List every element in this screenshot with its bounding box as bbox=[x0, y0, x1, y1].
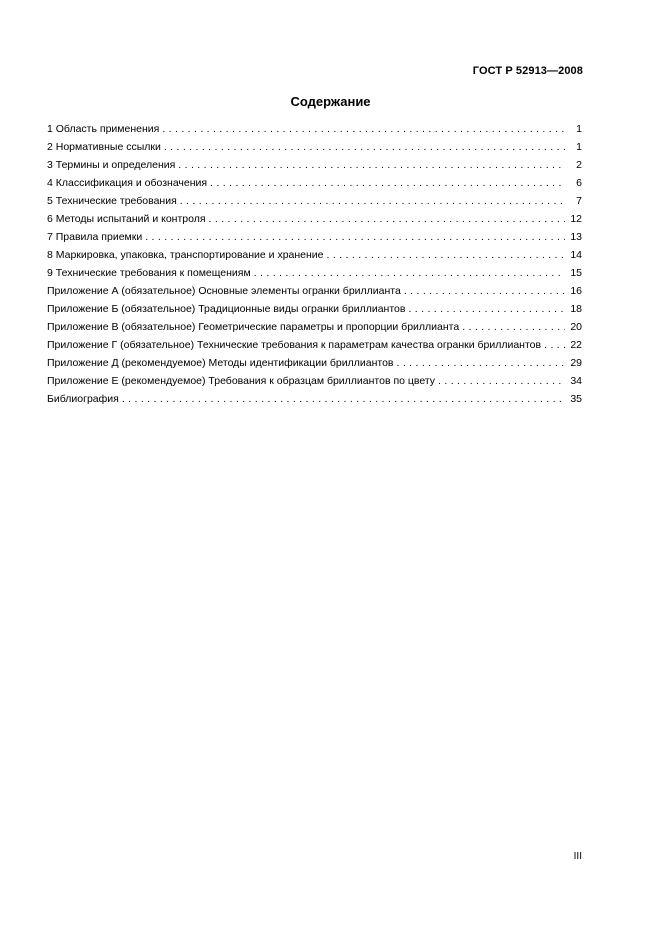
table-of-contents bbox=[47, 120, 582, 408]
toc-entry[interactable] bbox=[47, 174, 582, 192]
toc-dot-leader bbox=[327, 246, 565, 264]
toc-entry-label: 6 Методы испытаний и контроля bbox=[47, 213, 206, 225]
toc-dot-leader bbox=[145, 228, 565, 246]
toc-dot-leader bbox=[408, 300, 565, 318]
toc-dot-leader bbox=[122, 390, 565, 408]
toc-entry-label: Приложение Е (рекомендуемое) Требования к образцам бриллиантов по цвету bbox=[47, 375, 436, 387]
toc-dot-leader bbox=[544, 336, 565, 354]
toc-dot-leader bbox=[254, 264, 565, 282]
toc-dot-leader bbox=[164, 138, 565, 156]
toc-entry[interactable] bbox=[47, 138, 582, 156]
toc-entry-label: 5 Технические требования bbox=[47, 195, 177, 207]
toc-entry-label: Приложение Г (обязательное) Технические требования к параметрам качества огранки бриллиантов bbox=[47, 339, 542, 351]
toc-dot-leader bbox=[178, 156, 565, 174]
toc-entry-label: Приложение Д (рекомендуемое) Методы идентификации бриллиантов bbox=[47, 357, 394, 369]
toc-title: Содержание bbox=[290, 94, 371, 109]
toc-entry[interactable] bbox=[47, 264, 582, 282]
toc-entry[interactable] bbox=[47, 282, 582, 300]
toc-dot-leader bbox=[162, 120, 565, 138]
toc-entry[interactable] bbox=[47, 354, 582, 372]
toc-dot-leader bbox=[462, 318, 565, 336]
toc-entry-label: 4 Классификация и обозначения bbox=[47, 177, 208, 189]
toc-entry[interactable] bbox=[47, 192, 582, 210]
toc-dot-leader bbox=[209, 210, 565, 228]
toc-entry-page: 18 bbox=[570, 303, 582, 315]
toc-entry-page: 6 bbox=[576, 177, 582, 189]
toc-entry-page: 22 bbox=[570, 339, 582, 351]
toc-entry-page: 7 bbox=[576, 195, 582, 207]
toc-entry-page: 20 bbox=[570, 321, 582, 333]
toc-entry-page: 14 bbox=[570, 249, 582, 261]
toc-entry[interactable] bbox=[47, 228, 582, 246]
toc-entry-page: 1 bbox=[576, 123, 582, 135]
toc-entry[interactable] bbox=[47, 156, 582, 174]
toc-entry[interactable] bbox=[47, 336, 582, 354]
toc-entry[interactable] bbox=[47, 120, 582, 138]
toc-entry-label: 7 Правила приемки bbox=[47, 231, 143, 243]
toc-dot-leader bbox=[397, 354, 566, 372]
toc-entry-page: 35 bbox=[570, 393, 582, 405]
page-number: III bbox=[573, 851, 582, 862]
document-code: ГОСТ Р 52913—2008 bbox=[472, 65, 583, 77]
toc-entry-page: 16 bbox=[570, 285, 582, 297]
toc-dot-leader bbox=[180, 192, 565, 210]
toc-entry-label: Приложение А (обязательное) Основные элементы огранки бриллианта bbox=[47, 285, 401, 297]
toc-entry-page: 15 bbox=[570, 267, 582, 279]
toc-entry-page: 29 bbox=[570, 357, 582, 369]
toc-entry-label: 1 Область применения bbox=[47, 123, 160, 135]
toc-entry-page: 13 bbox=[570, 231, 582, 243]
toc-dot-leader bbox=[404, 282, 565, 300]
toc-entry-label: Приложение Б (обязательное) Традиционные виды огранки бриллиантов bbox=[47, 303, 406, 315]
toc-entry-label: 2 Нормативные ссылки bbox=[47, 141, 161, 153]
toc-entry[interactable] bbox=[47, 372, 582, 390]
toc-entry-page: 34 bbox=[570, 375, 582, 387]
toc-entry-label: 3 Термины и определения bbox=[47, 159, 176, 171]
toc-entry[interactable] bbox=[47, 246, 582, 264]
toc-entry-page: 2 bbox=[576, 159, 582, 171]
toc-entry[interactable] bbox=[47, 210, 582, 228]
toc-entry-label: Приложение В (обязательное) Геометрические параметры и пропорции бриллианта bbox=[47, 321, 460, 333]
toc-entry-label: 9 Технические требования к помещениям bbox=[47, 267, 251, 279]
toc-entry-page: 12 bbox=[570, 213, 582, 225]
toc-entry-label: Библиография bbox=[47, 393, 119, 405]
toc-entry[interactable] bbox=[47, 300, 582, 318]
toc-dot-leader bbox=[438, 372, 565, 390]
toc-dot-leader bbox=[210, 174, 565, 192]
toc-entry-page: 1 bbox=[576, 141, 582, 153]
toc-entry[interactable] bbox=[47, 390, 582, 408]
toc-entry-label: 8 Маркировка, упаковка, транспортирование и хранение bbox=[47, 249, 324, 261]
toc-entry[interactable] bbox=[47, 318, 582, 336]
